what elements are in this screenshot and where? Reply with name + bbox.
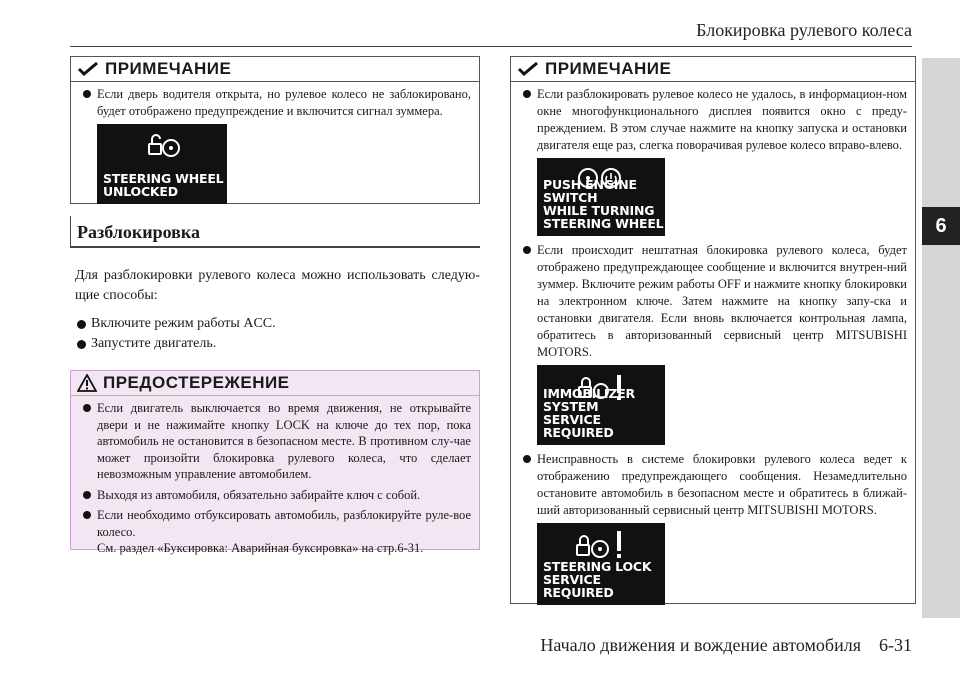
note-right-bullet-2: Если происходит нештатная блокировка рулевого колеса, будет отображено предупреждающее сообщение и включится внутрен-ний зуммер. Включите режим работы OFF и нажмите кнопку блокировки на электронном ключе. Затем нажмите на кнопку запу-ска и остановки двигателя. Если вновь включается контрольная лампа, обратитесь в авторизованный сервисный центр MITSUBISHI MOTORS.	[519, 242, 907, 361]
unlock-intro: Для разблокировки рулевого колеса можно использовать следую-щие способы:	[75, 268, 480, 303]
warning-bullet-1: Если двигатель выключается во время движения, не открывайте двери и не нажимайте кнопку LOCK на ключе до тех пор, пока автомобиль не остановится в безопасном месте. В противном слу-чае может произойти блокировка рулевого колеса, что сделает невозможным управление автомобилем.	[79, 400, 471, 483]
steering-lock-warning-icon	[575, 529, 627, 563]
unlock-method-acc: Включите режим работы ACC.	[75, 314, 276, 334]
warning-reference: См. раздел «Буксировка: Аварийная буксировка» на стр.6-31.	[97, 541, 424, 555]
note-right-bullet-1: Если разблокировать рулевое колесо не удалось, в информацион-ном окне многофункционального дисплея появится окно с преду-преждением. В этом случае нажмите на кнопку запуска и остановки двигателя еще раз, слегка поворачивая рулевое колесо вправо-влево.	[519, 86, 907, 154]
note-header	[71, 57, 479, 82]
page-footer	[540, 635, 912, 656]
chapter-side-tab	[922, 58, 960, 618]
chapter-number-tab[interactable]: 6	[922, 207, 960, 245]
page-number: 6-31	[879, 635, 912, 655]
push-engine-switch-display	[537, 158, 665, 236]
pencil-check-icon	[77, 62, 99, 76]
page-header-title: Блокировка рулевого колеса	[696, 20, 912, 40]
note-heading-text: ПРИМЕЧАНИЕ	[105, 59, 232, 78]
warning-box	[70, 370, 480, 555]
immobilizer-display	[537, 365, 665, 445]
warning-heading-text: ПРЕДОСТЕРЕЖЕНИЕ	[103, 373, 290, 392]
warning-bullet-3: Если необходимо отбуксировать автомобиль, разблокируйте руле-вое колесо.	[79, 507, 471, 540]
note-box-right	[510, 56, 916, 604]
note-bullet: Если дверь водителя открыта, но рулевое колесо не заблокировано, будет отображено предупреждение и включится сигнал зуммера.	[79, 86, 471, 120]
display-text: STEERING WHEEL UNLOCKED	[103, 171, 224, 199]
note-header-right	[511, 57, 915, 82]
display-text: IMMOBILIZER SYSTEM SERVICE REQUIRED	[543, 386, 635, 440]
display-text: STEERING LOCK SERVICE REQUIRED	[543, 559, 652, 600]
pencil-check-icon	[517, 62, 539, 76]
warning-header	[71, 371, 479, 396]
display-text: PUSH ENGINE SWITCH WHILE TURNING STEERING WHEEL	[543, 177, 664, 231]
note-box-left	[70, 56, 480, 204]
note-right-bullet-3: Неисправность в системе блокировки рулевого колеса ведет к отображению предупреждающего сообщения. Незамедлительно остановите автомобиль в безопасном месте и обратитесь в ближай-ший авторизованный сервисный центр MITSUBISHI MOTORS.	[519, 451, 907, 519]
note-heading-text-right: ПРИМЕЧАНИЕ	[545, 59, 672, 78]
warning-bullet-2: Выходя из автомобиля, обязательно забирайте ключ с собой.	[79, 487, 471, 504]
header-divider	[70, 46, 912, 47]
footer-section: Начало движения и вождение автомобиля	[540, 635, 861, 655]
section-title-unlock: Разблокировка	[70, 216, 480, 248]
steering-lock-open-icon	[147, 132, 181, 158]
steering-lock-display	[537, 523, 665, 605]
warning-triangle-icon	[77, 374, 97, 392]
unlock-method-engine: Запустите двигатель.	[75, 334, 216, 354]
steering-wheel-unlocked-display	[97, 124, 227, 204]
